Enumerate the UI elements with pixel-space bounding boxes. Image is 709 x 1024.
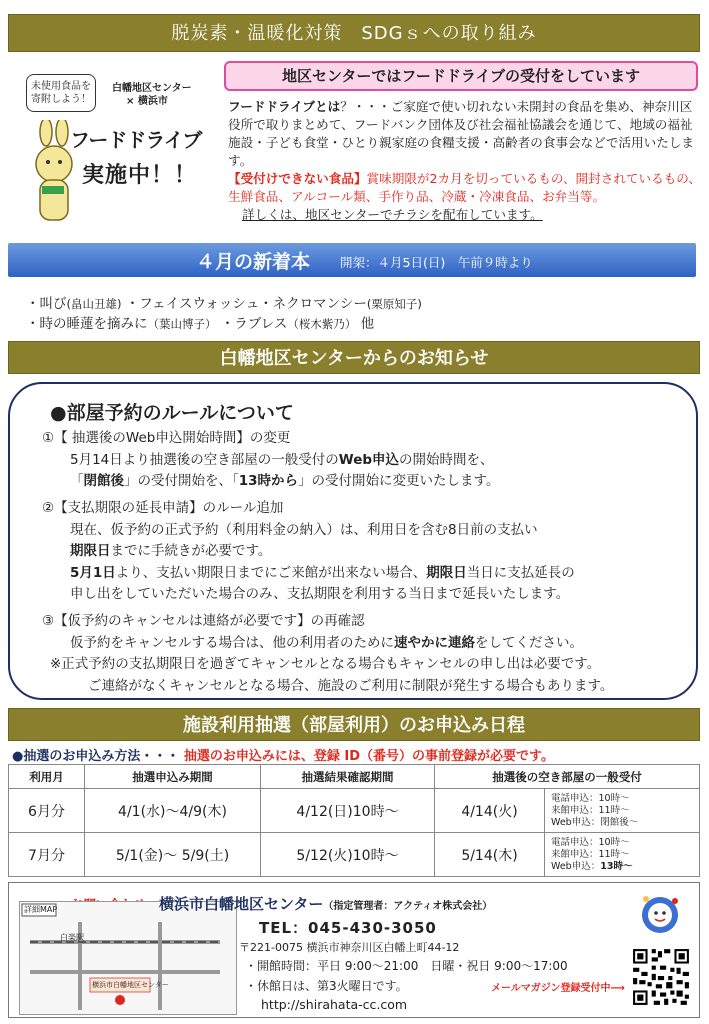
center-name	[159, 893, 492, 914]
rule-1-title: ①【 抽選後のWeb申込開始時間】の変更	[42, 430, 291, 446]
food-drive-text: ？・・・ご家庭で使い切れない未開封の食品を集め、神奈川区役所で取りまとめて、フードバンク団体及び社会福祉協議会を通じて、地域の福祉施設・子ども食堂・ひとり親家庭の食糧支援・高齢者の食事会などで活用いたします。	[228, 99, 694, 168]
books-line-2	[26, 314, 422, 334]
rule-3-line-1	[42, 633, 613, 655]
book-title: ・時の睡蓮を摘みに	[26, 316, 148, 332]
food-drive-logo-subtitle: 実施中！！	[82, 163, 198, 188]
cell-general: 4/14(火)	[435, 789, 545, 833]
rule-item-1	[42, 428, 499, 493]
notice-header: 白幡地区センターからのお知らせ	[8, 341, 700, 374]
method-text: 抽選のお申込みには、登録 ID（番号）の事前登録が必要です。	[183, 749, 554, 764]
cell-result: 5/12(火)10時～	[261, 833, 435, 877]
rule-item-3	[42, 611, 613, 697]
rules-title: ●部屋予約のルールについて	[50, 402, 294, 424]
cell-month: 6月分	[9, 789, 85, 833]
book-author: (栗原知子)	[366, 297, 422, 311]
lottery-header: 施設利用抽選（部屋利用）のお申込み日程	[8, 708, 700, 741]
cell-channels	[545, 833, 700, 877]
schedule-table	[8, 764, 700, 877]
books-line-1	[26, 294, 422, 314]
rule-item-2	[42, 498, 575, 606]
new-books-list	[26, 294, 422, 334]
rule-2-line-3	[42, 563, 575, 585]
food-drive-heading: 地区センターではフードドライブの受付をしています	[224, 61, 698, 91]
mail-magazine-note: メールマガジン登録受付中⟶	[491, 983, 625, 994]
schedule-header-row	[9, 765, 700, 789]
cell-month: 7月分	[9, 833, 85, 877]
web-time	[551, 861, 699, 873]
web-time	[551, 817, 699, 829]
text-bold: 13時から	[238, 473, 299, 489]
phone-number: TEL：045-430-3050	[259, 919, 437, 937]
rule-2-line-4: 申し出をしていただいた場合のみ、支払期限を利用する当日まで延長いたします。	[70, 586, 570, 602]
col-header: 抽選申込み期間	[85, 765, 261, 789]
text-bold: 閉館後	[83, 473, 124, 489]
website-link[interactable]: http://shirahata-cc.com	[261, 997, 408, 1012]
food-drive-logo	[12, 60, 212, 232]
rule-2-title: ②【支払期限の延長申請】のルール追加	[42, 500, 284, 516]
map-station: 白楽駅	[60, 933, 84, 942]
phone-time: 電話申込：10時～	[551, 792, 630, 804]
rule-3-title: ③【仮予約のキャンセルは連絡が必要です】の再確認	[42, 613, 365, 629]
book-author: (畠山丑雄)	[66, 297, 122, 311]
visit-time: 来館申込：11時～	[551, 848, 630, 860]
book-title: ・フェイスウォッシュ・ネクロマンシー	[125, 296, 367, 312]
col-header: 利用月	[9, 765, 85, 789]
text-bold: Web申込	[338, 451, 400, 468]
cell-general: 5/14(木)	[435, 833, 545, 877]
contact-footer	[8, 882, 700, 1018]
cell-apply: 4/1(水)～4/9(木)	[85, 789, 261, 833]
web-time-value: 13時～	[600, 860, 633, 872]
table-row	[9, 789, 700, 833]
text: までに手続きが必要です。	[110, 543, 272, 559]
text-bold: 速やかに連絡	[394, 634, 475, 651]
method-label: ●抽選のお申込み方法・・・	[12, 749, 180, 764]
book-author: （桜木紫乃）	[287, 317, 357, 331]
rule-2-line-1: 現在、仮予約の正式予約（利用料金の納入）は、利用日を含む8日前の支払い	[70, 521, 538, 538]
closed-days: ・休館日は、第3火曜日です。	[245, 979, 408, 993]
text-bold: 期限日	[70, 543, 111, 559]
visit-time: 来館申込：11時～	[551, 804, 630, 816]
web-label: Web申込：	[551, 816, 601, 828]
new-books-title: ４月の新着本	[196, 251, 311, 273]
col-header: 抽選後の空き部屋の一般受付	[435, 765, 700, 789]
logo-center-name: 白幡地区センター	[112, 83, 192, 94]
not-accepted-label: 【受付けできない食品】	[228, 171, 367, 186]
books-etc: 他	[360, 316, 375, 332]
opening-hours: ・開館時間：平日 9:00～21:00 日曜・祝日 9:00～17:00	[245, 959, 568, 973]
food-drive-note: 詳しくは、地区センターでチラシを配布しています。	[242, 207, 543, 222]
text: をしてください。	[475, 634, 583, 651]
qr-code-icon[interactable]	[631, 945, 691, 1009]
rule-2-line-2	[42, 541, 575, 563]
center-mascot-icon	[637, 889, 683, 941]
food-drive-bubble: 未使用食品を寄附しよう！	[26, 74, 96, 112]
new-books-open-date: 開架：４月5日(日) 午前９時より	[340, 255, 533, 270]
cell-apply: 5/1(金)～ 5/9(土)	[85, 833, 261, 877]
text: の開始時間を、	[399, 451, 494, 468]
text: 」の受付開始に変更いたします。	[298, 473, 500, 489]
book-title: ・ラブレス	[220, 316, 288, 332]
text-bold: 期限日	[426, 564, 467, 581]
food-drive-logo-title: フードドライブ	[70, 128, 202, 152]
text: 当日に支払延長の	[466, 564, 575, 581]
col-header: 抽選結果確認期間	[261, 765, 435, 789]
cell-channels	[545, 789, 700, 833]
food-drive-body	[228, 98, 702, 224]
table-row	[9, 833, 700, 877]
not-accepted-text: 賞味期限が2カ月を切っているもの、開封されているもの、生鮮食品、アルコール類、手作り品、冷蔵・冷凍食品、お弁当等。	[228, 171, 701, 204]
text: 」の受付開始を、「	[124, 473, 239, 489]
lottery-method	[12, 745, 554, 764]
book-title: ・叫び	[26, 296, 67, 312]
web-label: Web申込：	[551, 860, 601, 872]
address: 〒221-0075 横浜市神奈川区白幡上町44-12	[239, 941, 460, 954]
logo-city: × 横浜市	[126, 96, 168, 107]
rule-3-line-2: ※正式予約の支払期限日を過ぎてキャンセルとなる場合もキャンセルの申し出は必要です。	[50, 656, 601, 672]
map-center: 横浜市白幡地区センター	[92, 981, 169, 989]
phone-time: 電話申込：10時～	[551, 836, 630, 848]
rules-box	[8, 382, 698, 700]
rule-3-line-3: ご連絡がなくキャンセルとなる場合、施設のご利用に制限が発生する場合もあります。	[88, 677, 614, 694]
text: 「	[70, 473, 84, 489]
sdg-header: 脱炭素・温暖化対策 SDGｓへの取り組み	[8, 14, 700, 52]
new-books-bar	[8, 243, 696, 277]
web-time-value: 閉館後～	[600, 816, 639, 828]
food-drive-logo-center	[112, 82, 192, 108]
text: 仮予約をキャンセルする場合は、他の利用者のために	[70, 634, 394, 651]
rule-1-line-2	[42, 471, 499, 493]
text: より、支払い期限日までにご来館が出来ない場合、	[115, 564, 427, 581]
food-drive-lead: フードドライブとは	[228, 99, 341, 114]
cell-result: 4/12(日)10時～	[261, 789, 435, 833]
map-icon	[20, 902, 236, 1014]
map-label: 詳細MAP	[24, 905, 58, 914]
text: 5月14日より抽選後の空き部屋の一般受付の	[70, 451, 339, 468]
center-title: 横浜市白幡地区センター	[159, 895, 324, 913]
book-author: （葉山博子）	[147, 317, 217, 331]
rule-1-line-1	[42, 450, 499, 472]
access-map	[19, 901, 237, 1015]
manager: （指定管理者：アクティオ株式会社）	[323, 901, 493, 912]
text-bold: 5月1日	[70, 564, 116, 581]
